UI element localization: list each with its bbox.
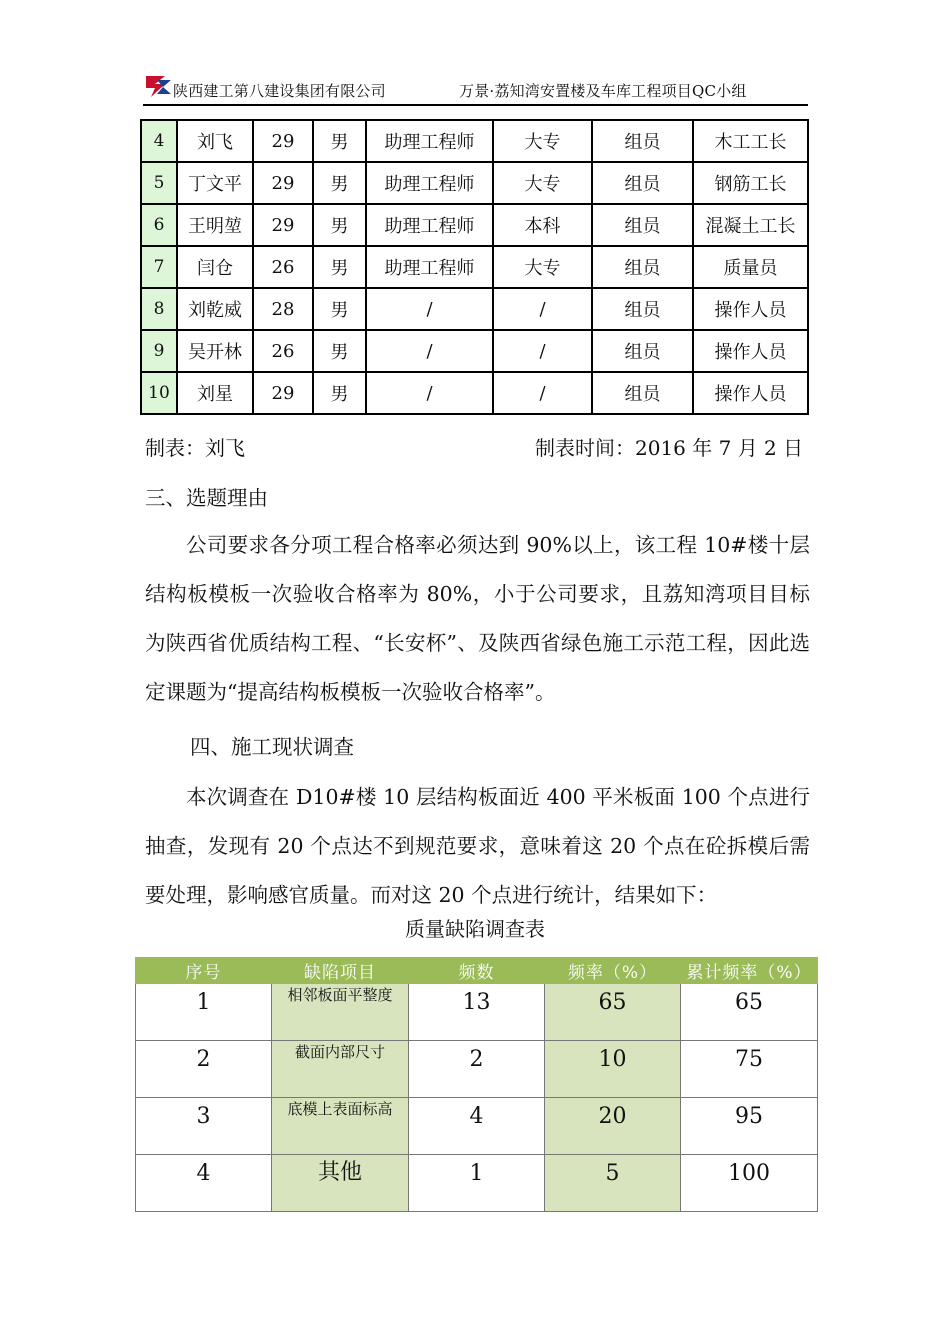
member-duty: 钢筋工长 [693, 162, 808, 204]
header-no: 序号 [136, 958, 272, 984]
member-name: 吴开林 [177, 330, 253, 372]
defect-no: 4 [136, 1155, 272, 1212]
member-duty: 木工工长 [693, 120, 808, 162]
member-name: 刘乾威 [177, 288, 253, 330]
member-row [141, 204, 808, 246]
member-duty: 操作人员 [693, 330, 808, 372]
member-row [141, 246, 808, 288]
defect-freq: 10 [545, 1041, 681, 1098]
header-cum: 累计频率（%） [681, 958, 818, 984]
member-age: 29 [253, 162, 313, 204]
header-freq: 频率（%） [545, 958, 681, 984]
member-row [141, 120, 808, 162]
member-role: 组员 [592, 330, 693, 372]
section4-body: 本次调查在 D10#楼 10 层结构板面近 400 平米板面 100 个点进行抽查，发现有 20 个点达不到规范要求，意味着这 20 个点在砼拆模后需要处理，影响感官质量。而对这 20 个点进行统计，结果如下： [145, 785, 810, 907]
defect-header-row [136, 958, 818, 984]
defect-item: 截面内部尺寸 [272, 1041, 409, 1098]
defect-no: 2 [136, 1041, 272, 1098]
header-count: 频数 [409, 958, 545, 984]
company-logo-icon [143, 70, 173, 100]
member-education: 大专 [493, 120, 592, 162]
member-role: 组员 [592, 204, 693, 246]
member-name: 闫仓 [177, 246, 253, 288]
table-date: 制表时间：2016 年 7 月 2 日 [535, 436, 804, 460]
member-education: / [493, 372, 592, 414]
defect-row [136, 1155, 818, 1212]
member-education: 大专 [493, 162, 592, 204]
member-sex: 男 [313, 246, 366, 288]
member-age: 26 [253, 330, 313, 372]
table-maker: 制表：刘飞 [145, 436, 245, 460]
defect-cum: 100 [681, 1155, 818, 1212]
member-title: / [366, 372, 493, 414]
defect-row [136, 1098, 818, 1155]
member-row [141, 162, 808, 204]
member-education: / [493, 288, 592, 330]
defect-no: 3 [136, 1098, 272, 1155]
member-name: 刘星 [177, 372, 253, 414]
header-divider [143, 104, 808, 106]
member-no: 9 [141, 330, 177, 372]
page-header [143, 68, 808, 102]
member-duty: 操作人员 [693, 288, 808, 330]
defect-row [136, 1041, 818, 1098]
project-name: 万景·荔知湾安置楼及车库工程项目QC小组 [459, 82, 747, 100]
section3-heading: 三、选题理由 [145, 486, 268, 510]
member-education: / [493, 330, 592, 372]
defect-item: 其他 [272, 1155, 409, 1212]
member-education: 本科 [493, 204, 592, 246]
defect-count: 1 [409, 1155, 545, 1212]
member-age: 29 [253, 204, 313, 246]
member-duty: 操作人员 [693, 372, 808, 414]
member-duty: 混凝土工长 [693, 204, 808, 246]
defect-table [135, 957, 818, 1212]
member-no: 10 [141, 372, 177, 414]
member-sex: 男 [313, 204, 366, 246]
defect-count: 4 [409, 1098, 545, 1155]
defect-item: 相邻板面平整度 [272, 984, 409, 1041]
member-role: 组员 [592, 288, 693, 330]
member-sex: 男 [313, 162, 366, 204]
header-item: 缺陷项目 [272, 958, 409, 984]
member-no: 7 [141, 246, 177, 288]
member-title: 助理工程师 [366, 120, 493, 162]
member-name: 丁文平 [177, 162, 253, 204]
member-role: 组员 [592, 246, 693, 288]
member-role: 组员 [592, 120, 693, 162]
defect-cum: 65 [681, 984, 818, 1041]
member-sex: 男 [313, 120, 366, 162]
member-title: 助理工程师 [366, 204, 493, 246]
member-table [140, 119, 809, 415]
defect-freq: 65 [545, 984, 681, 1041]
member-name: 刘飞 [177, 120, 253, 162]
member-title: / [366, 330, 493, 372]
defect-cum: 95 [681, 1098, 818, 1155]
company-name: 陕西建工第八建设集团有限公司 [173, 82, 386, 100]
defect-cum: 75 [681, 1041, 818, 1098]
member-sex: 男 [313, 372, 366, 414]
defect-no: 1 [136, 984, 272, 1041]
member-title: / [366, 288, 493, 330]
member-age: 29 [253, 372, 313, 414]
member-education: 大专 [493, 246, 592, 288]
defect-item: 底模上表面标高 [272, 1098, 409, 1155]
member-title: 助理工程师 [366, 246, 493, 288]
member-title: 助理工程师 [366, 162, 493, 204]
member-sex: 男 [313, 288, 366, 330]
defect-table-title: 质量缺陷调查表 [405, 917, 545, 941]
member-no: 6 [141, 204, 177, 246]
member-name: 王明堃 [177, 204, 253, 246]
member-row [141, 372, 808, 414]
member-role: 组员 [592, 372, 693, 414]
defect-freq: 20 [545, 1098, 681, 1155]
member-no: 8 [141, 288, 177, 330]
defect-count: 13 [409, 984, 545, 1041]
member-no: 4 [141, 120, 177, 162]
member-row [141, 330, 808, 372]
member-age: 26 [253, 246, 313, 288]
defect-freq: 5 [545, 1155, 681, 1212]
member-duty: 质量员 [693, 246, 808, 288]
defect-row [136, 984, 818, 1041]
member-sex: 男 [313, 330, 366, 372]
defect-count: 2 [409, 1041, 545, 1098]
section4-heading: 四、施工现状调查 [190, 735, 354, 759]
member-no: 5 [141, 162, 177, 204]
member-age: 29 [253, 120, 313, 162]
section3-body: 公司要求各分项工程合格率必须达到 90%以上，该工程 10#楼十层结构板模板一次验收合格率为 80%，小于公司要求，且荔知湾项目目标为陕西省优质结构工程、“长安杯”、及陕西省绿色施工示范工程，因此选定课题为“提高结构板模板一次验收合格率”。 [145, 533, 810, 704]
member-row [141, 288, 808, 330]
member-age: 28 [253, 288, 313, 330]
member-role: 组员 [592, 162, 693, 204]
